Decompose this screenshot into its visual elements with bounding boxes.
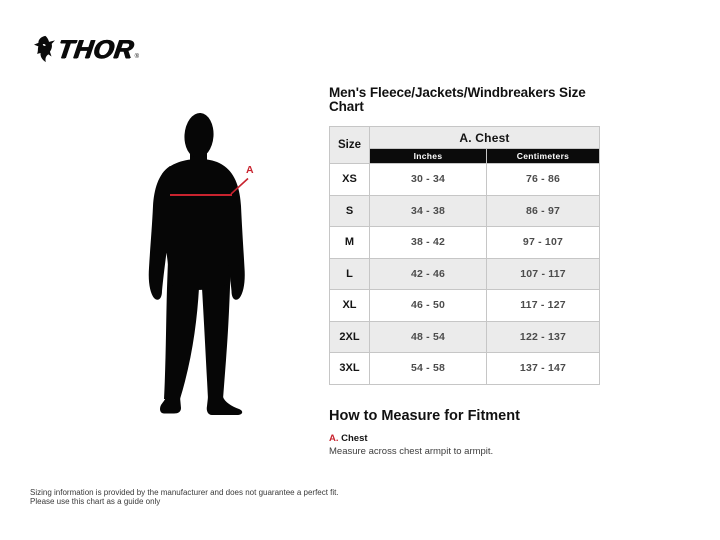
size-chart-table [329,126,600,385]
table-row-m [330,227,600,259]
size-label: L [330,258,370,290]
thor-helmet-icon [34,35,55,63]
size-label: XS [330,164,370,196]
centimeters-value: 122 - 137 [487,321,600,353]
inches-value: 38 - 42 [370,227,487,259]
centimeters-value: 97 - 107 [487,227,600,259]
chest-group-header: A. Chest [370,127,600,149]
inches-value: 42 - 46 [370,258,487,290]
measure-item-chest [329,433,599,457]
size-label: M [330,227,370,259]
table-row-l [330,258,600,290]
size-column-header: Size [330,127,370,164]
centimeters-column-header: Centimeters [487,149,600,164]
inches-value: 46 - 50 [370,290,487,322]
size-label: 3XL [330,353,370,385]
brand-logo-text: THOR [55,34,136,64]
measure-name: Chest [341,432,368,444]
inches-column-header: Inches [370,149,487,164]
measure-marker: A. [329,432,339,444]
inches-value: 34 - 38 [370,195,487,227]
inches-value: 48 - 54 [370,321,487,353]
inches-value: 54 - 58 [370,353,487,385]
table-row-s [330,195,600,227]
table-row-xs [330,164,600,196]
centimeters-value: 137 - 147 [487,353,600,385]
measure-item-label [329,433,599,444]
table-row-2xl [330,321,600,353]
brand-logo [34,35,139,63]
disclaimer-line-2: Please use this chart as a guide only [30,497,161,506]
centimeters-value: 86 - 97 [487,195,600,227]
table-units-row [330,149,600,164]
centimeters-value: 107 - 117 [487,258,600,290]
size-chart-title: Men's Fleece/Jackets/Windbreakers Size Chart [329,85,586,114]
size-label: XL [330,290,370,322]
measurement-marker-a: A [246,164,254,176]
centimeters-value: 76 - 86 [487,164,600,196]
size-label: S [330,195,370,227]
disclaimer-line-1: Sizing information is provided by the manufacturer and does not guarantee a perfect fit. [30,488,339,497]
table-header-row [330,127,600,149]
male-figure-silhouette [140,110,300,420]
body-shape [149,112,245,415]
table-row-3xl [330,353,600,385]
size-chart-panel [329,86,599,457]
registered-trademark-icon: ® [134,54,140,60]
table-row-xl [330,290,600,322]
centimeters-value: 117 - 127 [487,290,600,322]
disclaimer-footnote [30,488,339,506]
measure-description: Measure across chest armpit to armpit. [329,445,494,457]
how-to-measure-heading: How to Measure for Fitment [329,407,520,424]
inches-value: 30 - 34 [370,164,487,196]
size-label: 2XL [330,321,370,353]
